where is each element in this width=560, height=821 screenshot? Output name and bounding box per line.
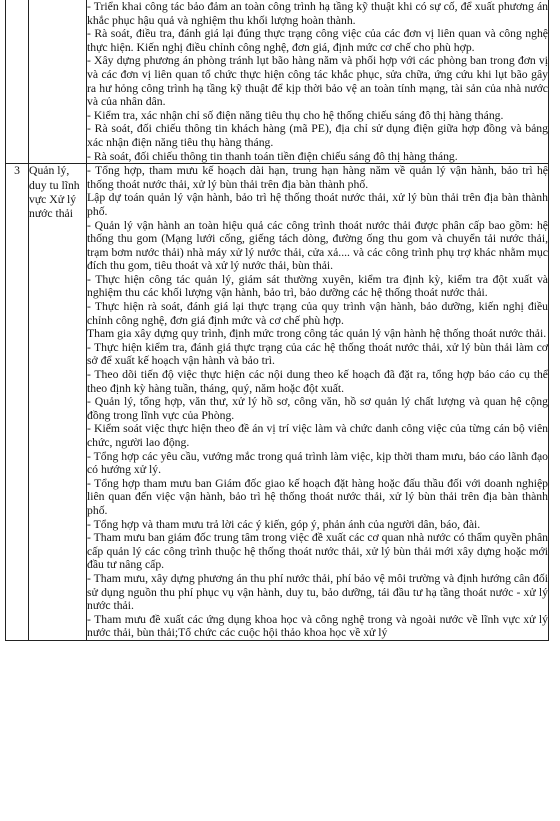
row-number-cell [6,0,29,164]
task-item: - Tổng hợp các yêu cầu, vướng mắc trong quá trình làm việc, kịp thời tham mưu, báo cáo lãnh đạo có hướng xử lý. [87,449,548,477]
task-item: - Tham mưu, xây dựng phương án thu phí nước thải, phí bảo vệ môi trường và định hướng cân đối sử dụng nguồn thu phí phục vụ vận hành, duy tu, bảo dưỡng, tái đầu tư hạ tầng thoát nước - xử lý nước thải. [87,571,548,613]
task-item: - Tổng hợp và tham mưu trả lời các ý kiến, góp ý, phản ánh của người dân, báo, đài. [87,517,481,531]
task-item: - Thực hiện công tác quản lý, giám sát thường xuyên, kiểm tra định kỳ, kiểm tra đột xuất và nghiệm thu các khối lượng vận hành, bảo trì, bảo dưỡng các hệ thống thoát nước thải. [87,272,548,300]
field-cell: Quản lý, duy tu lĩnh vực Xử lý nước thải [29,164,87,641]
task-item: - Quản lý, tổng hợp, văn thư, xử lý hồ sơ, công văn, hồ sơ quản lý chất lượng và quan hệ cộng đồng trong lĩnh vực của Phòng. [87,395,548,422]
task-item: - Thực hiện rà soát, đánh giá lại thực trạng của quy trình vận hành, bảo dưỡng, kiến nghị điều chỉnh công nghệ, đơn giá định mức và cơ chế phù hợp. [87,300,548,327]
task-item: - Tham mưu đề xuất các ứng dụng khoa học và công nghệ trong và ngoài nước về lĩnh vực xử lý nước thải, bùn thải;Tổ chức các cuộc hội thảo khoa học về xử lý [87,612,548,640]
task-item: - Tổng hợp, tham mưu kế hoạch dài hạn, trung hạn hàng năm về quản lý vận hành, bảo trì hệ thống thoát nước thải, xử lý bùn thải trên địa bàn thành phố. [87,164,548,191]
task-cell [87,164,549,641]
task-item: - Tổng hợp tham mưu ban Giám đốc giao kế hoạch đặt hàng hoặc đấu thầu đối với doanh nghiệp liên quan đến việc vận hành, bảo trì hệ thống thoát nước thải, xử lý bùn thải trên địa bàn thành phố. [87,476,548,517]
table-row [6,0,549,164]
row-number-cell: 3 [6,164,29,641]
task-item: - Rà soát, đối chiếu thông tin thanh toán tiền điện chiếu sáng đô thị hàng tháng. [87,149,458,163]
duty-table [5,0,549,641]
task-item: Lập dự toán quản lý vận hành, bảo trì hệ thống thoát nước thải, xử lý bùn thải trên địa bàn thành phố. [87,191,548,218]
task-item: Tham gia xây dựng quy trình, định mức trong công tác quản lý vận hành hệ thống thoát nước thải. [87,327,547,341]
table-row [6,164,549,641]
task-item: - Xây dựng phương án phòng tránh lụt bão hàng năm và phối hợp với các phòng ban trong đơn vị và các đơn vị liên quan tổ chức thực hiện công tác khắc phục, sửa chữa, ứng cứu khi lụt bão gây ra hư hỏng công trình hạ tầng kỹ thuật để kịp thời bảo vệ an toàn tính mạng, tài sản của nhà nước và của nhân dân. [87,54,548,109]
task-item: - Rà soát, điều tra, đánh giá lại đúng thực trạng công việc của các đơn vị liên quan và công nghệ thực hiện. Kiến nghị điều chỉnh công nghệ, đơn giá, định mức cơ chế cho phù hợp. [87,27,548,54]
task-item: - Theo dõi tiến độ việc thực hiện các nội dung theo kế hoạch đã đặt ra, tổng hợp báo cáo cụ thể theo định kỳ hàng tuần, tháng, quý, năm hoặc đột xuất. [87,368,548,395]
task-item: - Thực hiện kiểm tra, đánh giá thực trạng của các hệ thống thoát nước thải, xử lý bùn thải làm cơ sở để xuất kế hoạch vận hành và bảo trì. [87,340,548,368]
task-item: - Rà soát, đối chiếu thông tin khách hàng (mã PE), địa chỉ sử dụng điện giữa hợp đồng và bảng xác nhận điện năng tiêu thụ hàng tháng. [87,122,548,149]
task-cell [87,0,549,164]
task-item: - Tham mưu ban giám đốc trung tâm trong việc đề xuất các cơ quan nhà nước có thẩm quyền phân cấp quản lý các công trình thuộc hệ thống thoát nước thải, xử lý bùn thải mới xây dựng hoặc mới đầu tư nâng cấp. [87,531,549,572]
field-cell [29,0,87,164]
task-item: - Kiểm soát việc thực hiện theo đề án vị trí việc làm và chức danh công việc của từng cán bộ viên chức, người lao động. [87,422,548,449]
task-item: - Kiểm tra, xác nhận chỉ số điện năng tiêu thụ cho hệ thống chiếu sáng đô thị hàng tháng. [87,108,504,122]
task-item: - Quản lý vận hành an toàn hiệu quả các công trình thoát nước thải được phân cấp bao gồm: hệ thống thu gom (Mạng lưới cống, giếng tách dòng, đường ống thu gom và chuyển tải nước thải, trạm bơm nước thải) nhà máy xử lý nước thải, cửa xả.... và các công trình phụ trợ khác nhằm mục đích thu gom, tiêu thoát và xử lý nước thải, bùn thải. [87,218,548,273]
task-item: - Triển khai công tác bảo đảm an toàn công trình hạ tầng kỹ thuật khi có sự cố, để xuất phương án khắc phục hậu quả và nghiệm thu khối lượng hoàn thành. [87,0,548,27]
